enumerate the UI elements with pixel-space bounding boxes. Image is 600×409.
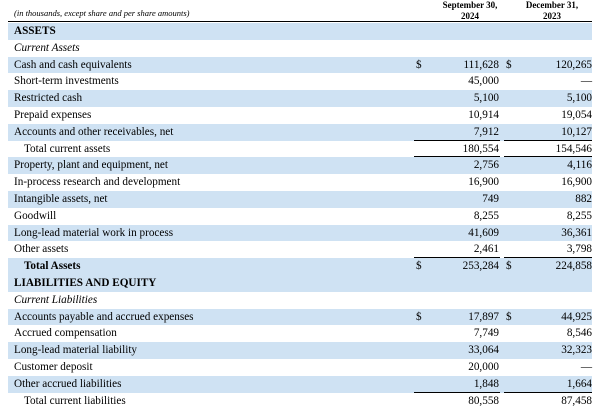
table-row [8,342,592,359]
row-label: ASSETS [14,25,56,37]
value-2024: 41,609 [468,226,499,239]
table-row [8,208,592,225]
value-2024: 2,461 [473,243,499,256]
row-label: Total current liabilities [24,394,126,407]
table-row [8,191,592,208]
value-2023: 8,546 [566,327,592,340]
value-2024: 20,000 [468,360,499,373]
table-row [8,376,592,393]
value-2023: 36,361 [561,226,592,239]
value-2023: 1,664 [566,377,592,390]
value-2023: 3,798 [566,243,592,256]
row-label: Property, plant and equipment, net [14,159,168,172]
column-header-line1: December 31, [525,0,579,10]
value-2024: 33,064 [468,344,499,357]
value-2024: 111,628 [463,58,499,71]
column-header-line2: 2023 [512,11,592,25]
row-label: Goodwill [14,209,57,222]
table-row [8,309,592,326]
table-row [8,258,592,275]
row-label: LIABILITIES AND EQUITY [14,276,157,289]
row-label: Prepaid expenses [14,108,92,121]
value-2023: — [580,360,592,373]
value-2024: 253,284 [462,260,499,273]
value-2024: 2,756 [473,159,499,172]
table-row [8,275,592,292]
row-label: In-process research and development [14,176,181,189]
row-label: Long-lead material liability [14,344,138,357]
table-row [8,73,592,90]
value-2023: 120,265 [555,58,592,71]
value-2024: 16,900 [468,176,499,189]
value-2023: 4,116 [567,159,592,172]
value-2024: 180,554 [462,142,499,155]
value-2023: 224,858 [555,260,592,273]
row-label: Current Liabilities [14,293,98,306]
dollar-sign-2024: $ [416,310,422,323]
value-2023: 44,925 [561,310,592,323]
value-2023: 882 [575,192,592,205]
table-row [8,124,592,141]
value-2023: 8,255 [566,209,592,222]
balance-sheet-table [8,23,592,409]
dollar-sign-2024: $ [416,58,422,71]
dollar-sign-2023: $ [506,260,512,273]
row-label: Accounts payable and accrued expenses [14,310,194,323]
table-row [8,393,592,409]
row-label: Other assets [14,243,69,256]
row-label: Restricted cash [14,92,83,105]
value-2023: 32,323 [561,344,592,357]
value-2024: 80,558 [468,394,499,407]
dollar-sign-2023: $ [506,310,512,323]
value-2024: 5,100 [473,92,499,105]
table-row [8,225,592,242]
row-label: Cash and cash equivalents [14,58,132,71]
row-label: Intangible assets, net [14,192,108,205]
row-label: Long-lead material work in process [14,226,174,239]
value-2023: 87,458 [561,394,592,407]
header-divider [8,21,592,22]
column-header-line1: September 30, [442,0,498,10]
table-row [8,141,592,158]
row-label: Total Assets [24,260,81,273]
table-row [8,292,592,309]
row-label: Accounts and other receivables, net [14,125,174,138]
value-2023: 5,100 [566,92,592,105]
row-label: Current Assets [14,41,80,54]
row-label: Short-term investments [14,75,119,88]
value-2024: 1,848 [473,377,499,390]
table-row [8,325,592,342]
row-label: Other accrued liabilities [14,377,122,390]
row-label: Accrued compensation [14,327,117,340]
row-label: Customer deposit [14,360,93,373]
column-header-line2: 2024 [420,11,520,25]
value-2023: 154,546 [555,142,592,155]
value-2024: 749 [482,192,499,205]
table-row [8,23,592,40]
value-2023: 10,127 [561,125,592,138]
table-row [8,359,592,376]
dollar-sign-2023: $ [506,58,512,71]
value-2023: 16,900 [561,176,592,189]
table-row [8,241,592,258]
value-2023: 19,054 [561,108,592,121]
units-note: (in thousands, except share and per share amounts) [14,8,190,18]
value-2024: 17,897 [468,310,499,323]
value-2024: 7,749 [473,327,499,340]
table-row [8,107,592,124]
value-2023: — [580,75,592,88]
value-2024: 10,914 [468,108,499,121]
row-label: Total current assets [24,142,111,155]
value-2024: 8,255 [473,209,499,222]
value-2024: 7,912 [473,125,499,138]
table-row [8,174,592,191]
table-row [8,57,592,74]
table-row [8,157,592,174]
value-2024: 45,000 [468,75,499,88]
dollar-sign-2024: $ [416,260,422,273]
table-row [8,90,592,107]
table-row [8,40,592,57]
